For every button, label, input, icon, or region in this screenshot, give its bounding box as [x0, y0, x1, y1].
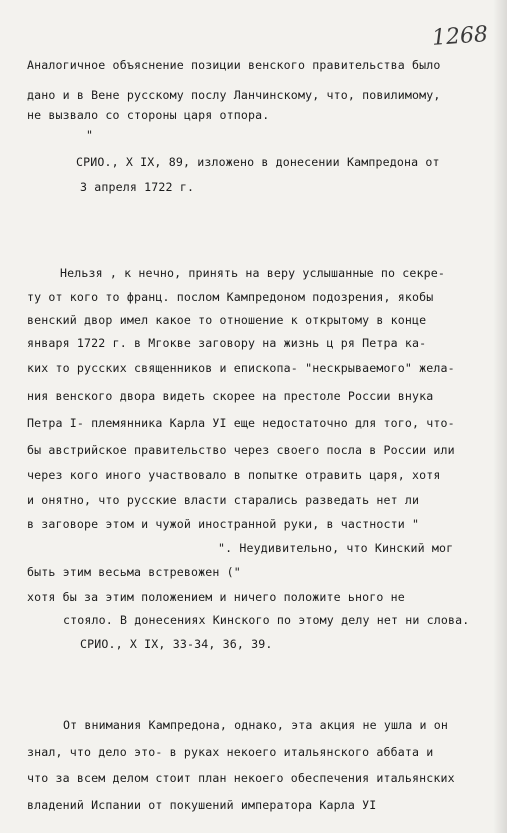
text-line-19: От внимания Кампредона, однако, эта акция не ушла и он	[63, 718, 449, 732]
footnote-line-2: 3 апреля 1722 г.	[80, 180, 195, 194]
text-line-9: ния венского двора видеть скорее на престоле России внука	[27, 389, 434, 403]
text-line-17: хотя бы за этим положением и ничего положите ьного не	[27, 590, 405, 604]
scan-edge-shadow	[493, 0, 507, 833]
text-line-15: ". Неудивительно, что Кинский мог	[218, 541, 454, 555]
text-line-8: ких то русских священников и епископа- "нескрываемого" жела-	[27, 361, 455, 375]
text-line-3: не вызвало со стороны царя отпора.	[27, 108, 270, 122]
page-number: 1268	[431, 22, 489, 51]
text-line-16: быть этим весьма встревожен ("	[27, 565, 241, 579]
text-line-20: знал, что дело это- в руках некоего итальянского аббата и	[27, 745, 434, 759]
text-line-11: бы австрийское правительство через своего посла в России или	[27, 443, 455, 457]
text-line-6: венский двор имел какое то отношение к открытому в конце	[27, 313, 427, 327]
text-line-18: стояло. В донесениях Кинского по этому делу нет ни слова.	[63, 613, 470, 627]
text-line-10: Петра I- племянника Карла УI еще недостаточно для того, что-	[27, 416, 455, 430]
text-line-4: Нельзя , к нечно, принять на веру услышанные по секре-	[60, 266, 446, 280]
text-line-12: через кого иного участвовало в попытке отравить царя, хотя	[27, 468, 441, 482]
text-line-13: и онятно, что русские власти старались разведать нет ли	[27, 493, 420, 507]
ditto-mark: "	[86, 128, 93, 142]
text-line-22: владений Испании от покушений императора Карла УI	[27, 798, 377, 812]
text-line-5: ту от кого то франц. послом Кампредоном подозрения, якобы	[27, 290, 434, 304]
text-line-7: января 1722 г. в Мгокве заговору на жизнь ц ря Петра ка-	[27, 336, 427, 350]
text-line-2: дано и в Вене русскому послу Ланчинскому, что, повилимому,	[27, 88, 441, 102]
text-line-14: в заговоре этом и чужой иностранной руки, в частности "	[27, 517, 420, 531]
footnote-line-3: СРИО., Х IX, 33-34, 36, 39.	[80, 637, 273, 651]
text-line-1: Аналогичное объяснение позиции венского правительства было	[27, 58, 441, 72]
footnote-line-1: СРИО., Х IX, 89, изложено в донесении Кампредона от	[76, 155, 440, 169]
text-line-21: что за всем делом стоит план некоего обеспечения итальянских	[27, 771, 455, 785]
